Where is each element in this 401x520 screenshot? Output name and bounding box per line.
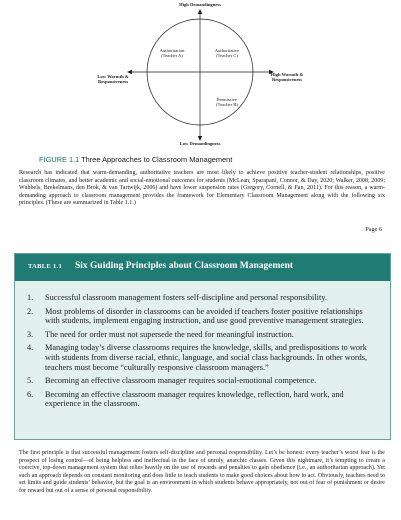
left-axis-label: [88, 74, 138, 85]
list-item: [27, 307, 372, 326]
bottom-axis-label: Low Demandingness: [179, 141, 221, 146]
list-item-number: 1.: [27, 293, 34, 302]
left-axis-label-line2: Responsiveness: [97, 79, 129, 85]
quadrant-permissive: [203, 97, 251, 108]
list-item-number: 5.: [27, 376, 34, 386]
quadrant-authoritarian-name: Authoritarian: [159, 48, 185, 53]
list-item-text: Most problems of disorder in classrooms can be avoided if teachers foster positive relationships with students, implement engaging instruction, and use good preventive management strategies.: [45, 306, 364, 326]
quadrant-authoritarian-teacher: (Teacher A): [161, 53, 183, 59]
list-item: [27, 330, 372, 340]
quadrant-authoritative-teacher: (Teacher C): [216, 53, 238, 59]
body-paragraph-2: The first principle is that successful management fosters self-discipline and personal responsibility. Let’s be honest: every teacher’s worst fear is the prospect of losing control—of being helpless and ineffectual in the face of unruly, anarchic classes. Given this nightmare, it’s tempting to create a coercive, top-down management system that relies heavily on the use of rewards and penalties to gain obedience (i.e., an authoritarian approach). Yet such an approach depends on constant monitoring and does little to teach students to make good choices about how to act. Obviously, teachers need to set limits and guide students’ behavior, but the goal is an environment in which students behave appropriately, not out of fear of punishment or desire for reward but out of a sense of personal responsibility.: [19, 450, 385, 494]
list-item: [27, 376, 372, 386]
table-header: [15, 254, 390, 281]
right-axis-label-line2: Responsiveness: [271, 77, 303, 83]
list-item-text: Becoming an effective classroom manager requires social-emotional competence.: [45, 376, 317, 386]
quadrant-permissive-teacher: (Teacher B): [216, 102, 238, 108]
body-paragraph-1: Research has indicated that warm-demanding, authoritative teachers are most likely to achieve positive teacher-student relationships, positive classroom climates, and better academic and social-emotional outcomes for students (McLean, Sparapani, Connor, & Day, 2020; Walker, 2008, 2009; Wubbels, Brekelmans, den Brok, & van Tartwijk, 2006) and have lower suspension rates (Gregory, Cornell, & Fan, 2011). For this reason, a warm-demanding approach to classroom management provides the framework for Elementary Classroom Management along with the following six principles. (These are summarized in Table 1.1.): [19, 170, 385, 207]
left-axis-label-line1: Low Warmth &: [97, 74, 129, 79]
right-axis-label: [262, 72, 312, 83]
quadrant-authoritarian: [148, 48, 196, 59]
figure-caption-label: FIGURE 1.1: [39, 155, 80, 164]
list-item-text: Becoming an effective classroom manager requires knowledge, reflection, hard work, and experience in the classroom.: [45, 389, 344, 409]
quadrant-authoritative: [203, 48, 251, 59]
arrow-up-icon: [198, 9, 202, 14]
figure-caption: [39, 155, 232, 164]
list-item: [27, 293, 372, 303]
table-title: Six Guiding Principles about Classroom Management: [75, 261, 294, 271]
list-item-text: The need for order must not supersede the need for meaningful instruction.: [45, 329, 294, 339]
figure-diagram: [0, 0, 401, 155]
list-item-text: Managing today’s diverse classrooms requires the knowledge, skills, and predispositions to work with students from diverse racial, ethnic, language, and social class backgrounds. In other words, teachers must become “culturally responsive classroom managers.”: [45, 343, 368, 372]
top-axis-label: High Demandingness: [179, 2, 221, 7]
page-number: Page 6: [365, 226, 382, 233]
list-item-number: 4.: [27, 343, 34, 353]
list-item-number: 6.: [27, 389, 34, 399]
table-number: TABLE 1.1: [28, 263, 63, 270]
list-item: [27, 390, 372, 409]
right-axis-label-line1: High Warmth &: [270, 72, 304, 77]
table-1-1: [14, 253, 391, 440]
list-item-number: 2.: [27, 306, 34, 316]
quadrant-authoritative-name: Authoritative: [214, 48, 240, 53]
list-item-number: 3.: [27, 329, 34, 339]
principles-list: [27, 293, 372, 413]
figure-caption-text: Three Approaches to Classroom Management: [81, 155, 233, 164]
list-item: [27, 343, 372, 372]
quadrant-permissive-name: Permissive: [216, 97, 238, 102]
list-item-text: Successful classroom management fosters self-discipline and personal responsibility.: [45, 293, 327, 302]
quadrant-diagram: [0, 0, 401, 155]
